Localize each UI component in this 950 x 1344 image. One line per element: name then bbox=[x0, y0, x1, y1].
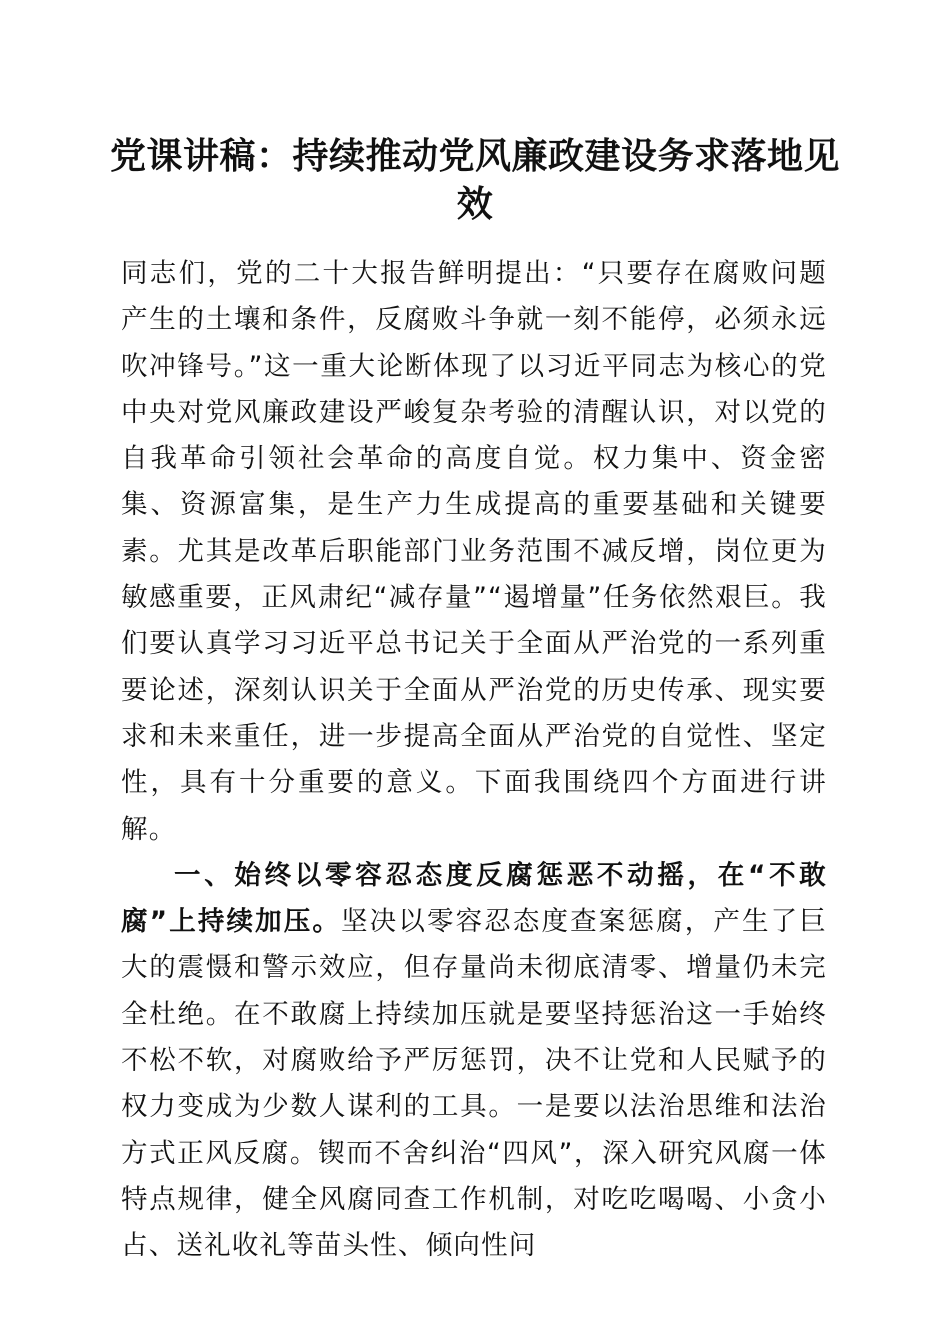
intro-paragraph: 同志们，党的二十大报告鲜明提出：“只要存在腐败问题产生的土壤和条件，反腐败斗争就一刻不能停，必须永远吹冲锋号。”这一重大论断体现了以习近平同志为核心的党中央对党风廉政建设严峻复杂考验的清醒认识，对以党的自我革命引领社会革命的高度自觉。权力集中、资金密集、资源富集，是生产力生成提高的重要基础和关键要素。尤其是改革后职能部门业务范围不减反增，岗位更为敏感重要，正风肃纪“减存量”“遏增量”任务依然艰巨。我们要认真学习习近平总书记关于全面从严治党的一系列重要论述，深刻认识关于全面从严治党的历史传承、现实要求和未来重任，进一步提高全面从严治党的自觉性、坚定性，具有十分重要的意义。下面我围绕四个方面进行讲解。 bbox=[121, 258, 827, 845]
document-title: 党课讲稿：持续推动党风廉政建设务求落地见效 bbox=[110, 135, 841, 225]
section-1-text: 坚决以零容忍态度查案惩腐，产生了巨大的震慑和警示效应，但存量尚未彻底清零、增量仍未完全杜绝。在不敢腐上持续加压就是要坚持惩治这一手始终不松不软，对腐败给予严厉惩罚，决不让党和人民赋予的权力变成为少数人谋利的工具。一是要以法治思维和法治方式正风反腐。锲而不舍纠治“四风”，深入研究风腐一体特点规律，健全风腐同查工作机制，对吃吃喝喝、小贪小占、送礼收礼等苗头性、倾向性问 bbox=[121, 906, 827, 1262]
document-body bbox=[121, 251, 827, 1270]
section-1-paragraph bbox=[121, 853, 827, 1270]
section-1-heading: 一、始终以零容忍态度反腐惩恶不动摇，在“不敢腐”上持续加压。 bbox=[121, 859, 827, 938]
